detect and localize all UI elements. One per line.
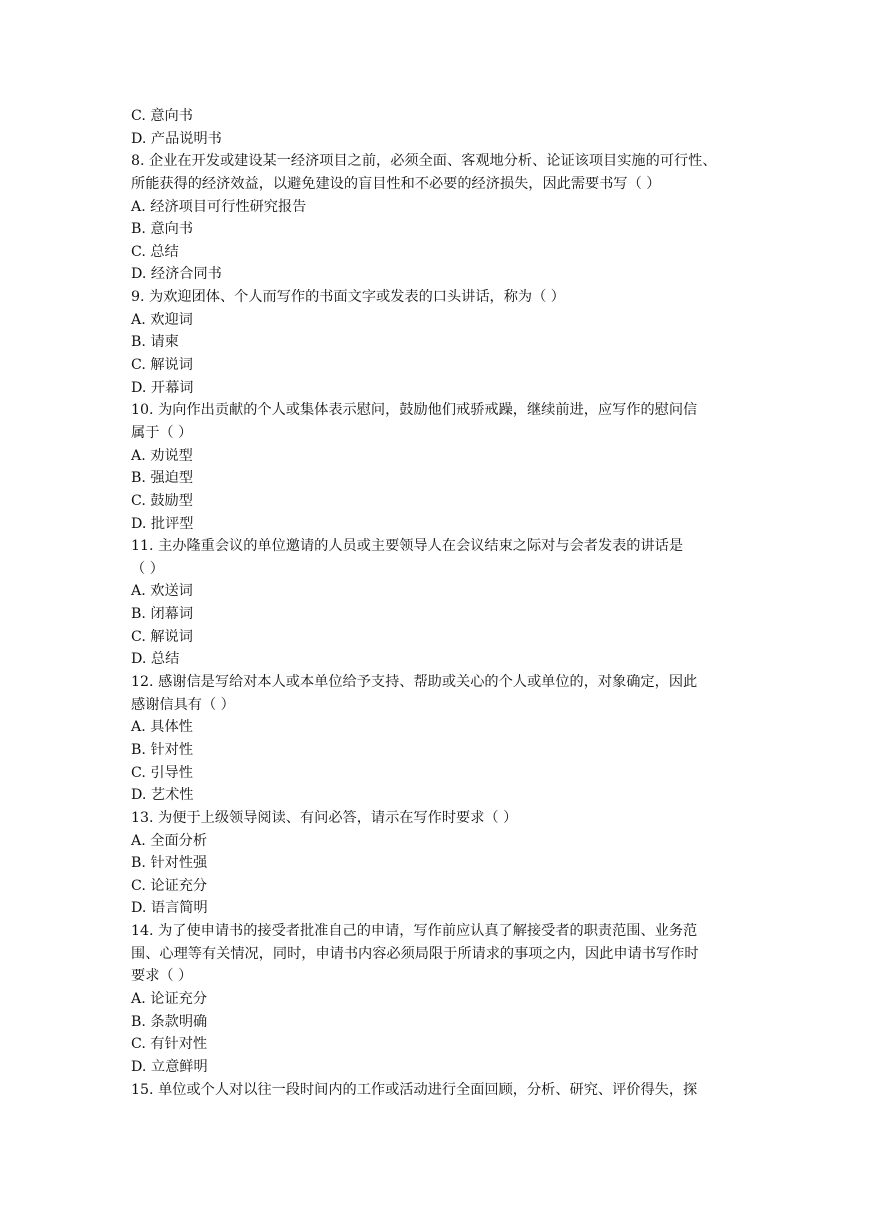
option-line: B. 针对性强 xyxy=(131,855,208,872)
option-line: A. 欢送词 xyxy=(131,583,193,600)
option-line: D. 艺术性 xyxy=(131,787,194,804)
question-9-stem: 9. 为欢迎团体、个人而写作的书面文字或发表的口头讲话，称为（ ） xyxy=(131,289,565,306)
option-line: A. 劝说型 xyxy=(131,447,193,464)
question-13-stem: 13. 为便于上级领导阅读、有问必答，请示在写作时要求（ ） xyxy=(131,809,518,826)
option-line: A. 全面分析 xyxy=(131,832,208,849)
question-15-stem: 15. 单位或个人对以往一段时间内的工作或活动进行全面回顾，分析、研究、评价得失，探 xyxy=(131,1081,698,1098)
option-line: B. 请柬 xyxy=(131,334,179,351)
option-line: D. 批评型 xyxy=(131,515,194,532)
option-line: D. 立意鲜明 xyxy=(131,1058,208,1075)
option-line: C. 引导性 xyxy=(131,764,193,781)
option-line: D. 开幕词 xyxy=(131,379,194,396)
option-line: B. 强迫型 xyxy=(131,470,194,487)
question-14-stem: 14. 为了使申请书的接受者批准自己的申请，写作前应认真了解接受者的职责范围、业务范 xyxy=(131,923,698,940)
question-12-stem-cont: 感谢信具有（ ） xyxy=(131,696,235,713)
question-14-stem-cont: 要求（ ） xyxy=(131,968,193,985)
option-line: B. 针对性 xyxy=(131,741,194,758)
option-line: D. 语言简明 xyxy=(131,900,208,917)
question-11-stem: 11. 主办隆重会议的单位邀请的人员或主要领导人在会议结束之际对与会者发表的讲话是 xyxy=(131,538,684,555)
option-line: C. 有针对性 xyxy=(131,1036,208,1053)
document-page xyxy=(131,105,743,1101)
option-line: A. 具体性 xyxy=(131,719,193,736)
option-line: D. 产品说明书 xyxy=(131,130,222,147)
option-line: C. 论证充分 xyxy=(131,877,208,894)
option-line: A. 经济项目可行性研究报告 xyxy=(131,198,307,215)
option-line: C. 解说词 xyxy=(131,357,193,374)
option-line: D. 经济合同书 xyxy=(131,266,222,283)
option-line: C. 解说词 xyxy=(131,628,193,645)
question-8-stem-cont: 所能获得的经济效益，以避免建设的盲目性和不必要的经济损失，因此需要书写（ ） xyxy=(131,175,661,192)
question-10-stem: 10. 为向作出贡献的个人或集体表示慰问，鼓励他们戒骄戒躁，继续前进，应写作的慰问信 xyxy=(131,402,698,419)
question-10-stem-cont: 属于（ ） xyxy=(131,424,193,441)
option-line: C. 鼓励型 xyxy=(131,492,193,509)
option-line: B. 闭幕词 xyxy=(131,606,194,623)
option-line: A. 论证充分 xyxy=(131,990,208,1007)
question-12-stem: 12. 感谢信是写给对本人或本单位给予支持、帮助或关心的个人或单位的，对象确定，因此 xyxy=(131,674,698,691)
question-8-stem: 8. 企业在开发或建设某一经济项目之前，必须全面、客观地分析、论证该项目实施的可行性、 xyxy=(131,153,717,170)
question-14-stem-cont: 围、心理等有关情况，同时，申请书内容必须局限于所请求的事项之内，因此申请书写作时 xyxy=(131,945,699,962)
option-line: B. 条款明确 xyxy=(131,1013,208,1030)
option-line: C. 意向书 xyxy=(131,108,193,124)
option-line: C. 总结 xyxy=(131,243,179,260)
question-11-stem-cont: （ ） xyxy=(131,560,164,577)
option-line: A. 欢迎词 xyxy=(131,311,193,328)
option-line: B. 意向书 xyxy=(131,221,194,238)
option-line: D. 总结 xyxy=(131,651,180,668)
